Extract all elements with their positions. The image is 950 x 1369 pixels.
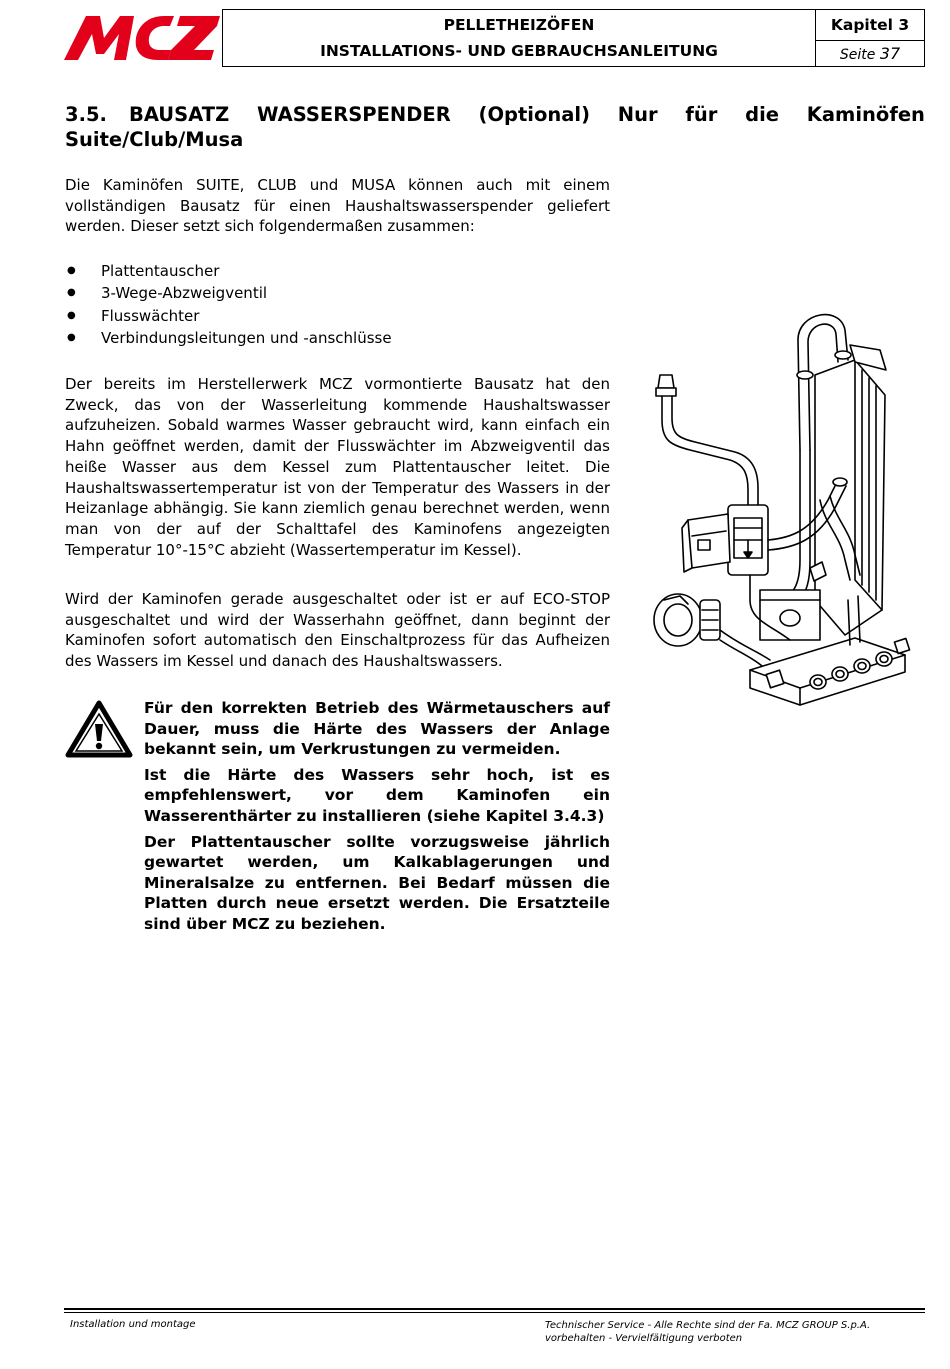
- heading-word: für: [685, 103, 718, 126]
- page-number: [816, 41, 924, 68]
- list-item-text: 3-Wege-Abzweigventil: [101, 284, 268, 303]
- header-title-box: [222, 9, 816, 67]
- section-number: 3.5.: [65, 103, 107, 126]
- footer-right-text: Technischer Service - Alle Rechte sind der Fa. MCZ GROUP S.p.A. vorbehalten - Vervielfältigung verboten: [545, 1320, 871, 1344]
- chapter-label: Kapitel 3: [816, 10, 924, 41]
- header-title-line2: INSTALLATIONS- UND GEBRAUCHSANLEITUNG: [320, 42, 718, 60]
- section-heading-line1: [65, 102, 925, 127]
- section-heading-line2: Suite/Club/Musa: [65, 128, 244, 151]
- intro-paragraph: Die Kaminöfen SUITE, CLUB und MUSA können auch mit einem vollständigen Bausatz für einen Haushaltswasserspender geliefert werden. Dieser setzt sich folgendermaßen zusammen:: [65, 176, 610, 236]
- footer-rule: [64, 1308, 925, 1310]
- page-label: Seite: [839, 47, 876, 63]
- warning-paragraph: Der Plattentauscher sollte vorzugsweise jährlich gewartet werden, um Kalkablagerungen und Mineralsalze zu entfernen. Bei Bedarf müssen die Platten durch neue ersetzt werden. Die Ersatzteile sind über MCZ zu beziehen.: [144, 832, 610, 933]
- list-item: [65, 282, 610, 304]
- page-number-value: 37: [879, 44, 901, 63]
- list-item: [65, 327, 610, 349]
- bullet-icon: ●: [67, 265, 76, 276]
- warning-text: [144, 698, 610, 940]
- warning-paragraph: Ist die Härte des Wassers sehr hoch, ist es empfehlenswert, vor dem Kaminofen ein Wasserenthärter zu installieren (siehe Kapitel 3.4.3): [144, 765, 610, 825]
- section-heading: [65, 102, 925, 152]
- heading-word: BAUSATZ: [128, 103, 230, 126]
- list-item: [65, 305, 610, 327]
- list-item: [65, 260, 610, 282]
- component-list: [65, 260, 610, 349]
- bullet-icon: ●: [67, 331, 76, 343]
- mcz-logo: [64, 12, 220, 64]
- heading-word: (Optional): [478, 103, 591, 126]
- heading-word: WASSERSPENDER: [256, 103, 451, 126]
- heading-word: Kaminöfen: [806, 103, 925, 126]
- warning-triangle-icon: [65, 700, 133, 758]
- heading-word: Nur: [617, 103, 658, 126]
- header-title-line1: PELLETHEIZÖFEN: [443, 16, 595, 34]
- list-item-text: Flusswächter: [101, 306, 200, 325]
- bullet-icon: ●: [67, 309, 76, 321]
- list-item-text: Plattentauscher: [101, 262, 220, 280]
- bullet-icon: ●: [67, 287, 76, 299]
- water-dispenser-kit-illustration: [650, 300, 935, 710]
- header-chapter-box: [815, 9, 925, 67]
- eco-stop-paragraph: Wird der Kaminofen gerade ausgeschaltet oder ist er auf ECO-STOP ausgeschaltet und wird der Wasserhahn geöffnet, dann beginnt der Kaminofen sofort automatisch den Einschaltprozess für das Aufheizen des Wassers im Kessel und danach des Haushaltswassers.: [65, 590, 610, 671]
- heading-word: die: [745, 103, 780, 126]
- list-item-text: Verbindungsleitungen und -anschlüsse: [101, 328, 392, 347]
- footer-left-text: Installation und montage: [70, 1319, 196, 1330]
- purpose-paragraph: Der bereits im Herstellerwerk MCZ vormontierte Bausatz hat den Zweck, das von der Wasserleitung kommende Haushaltswasser aufzuheizen. Sobald warmes Wasser gebraucht wird, kann einfach ein Hahn geöffnet werden, damit der Flusswächter im Abzweigventil das heiße Wasser aus dem Kessel zum Plattentauscher leitet. Die Haushaltswassertemperatur ist von der Temperatur des Wassers in der Heizanlage abhängig. Sie kann ziemlich genau berechnet werden, wenn man von der auf der Schalttafel des Kaminofens angezeigten Temperatur 10°-15°C abzieht (Wassertemperatur im Kessel).: [65, 375, 610, 559]
- footer-rule: [64, 1312, 925, 1313]
- warning-paragraph: Für den korrekten Betrieb des Wärmetauschers auf Dauer, muss die Härte des Wassers der Anlage bekannt sein, um Verkrustungen zu vermeiden.: [144, 699, 610, 759]
